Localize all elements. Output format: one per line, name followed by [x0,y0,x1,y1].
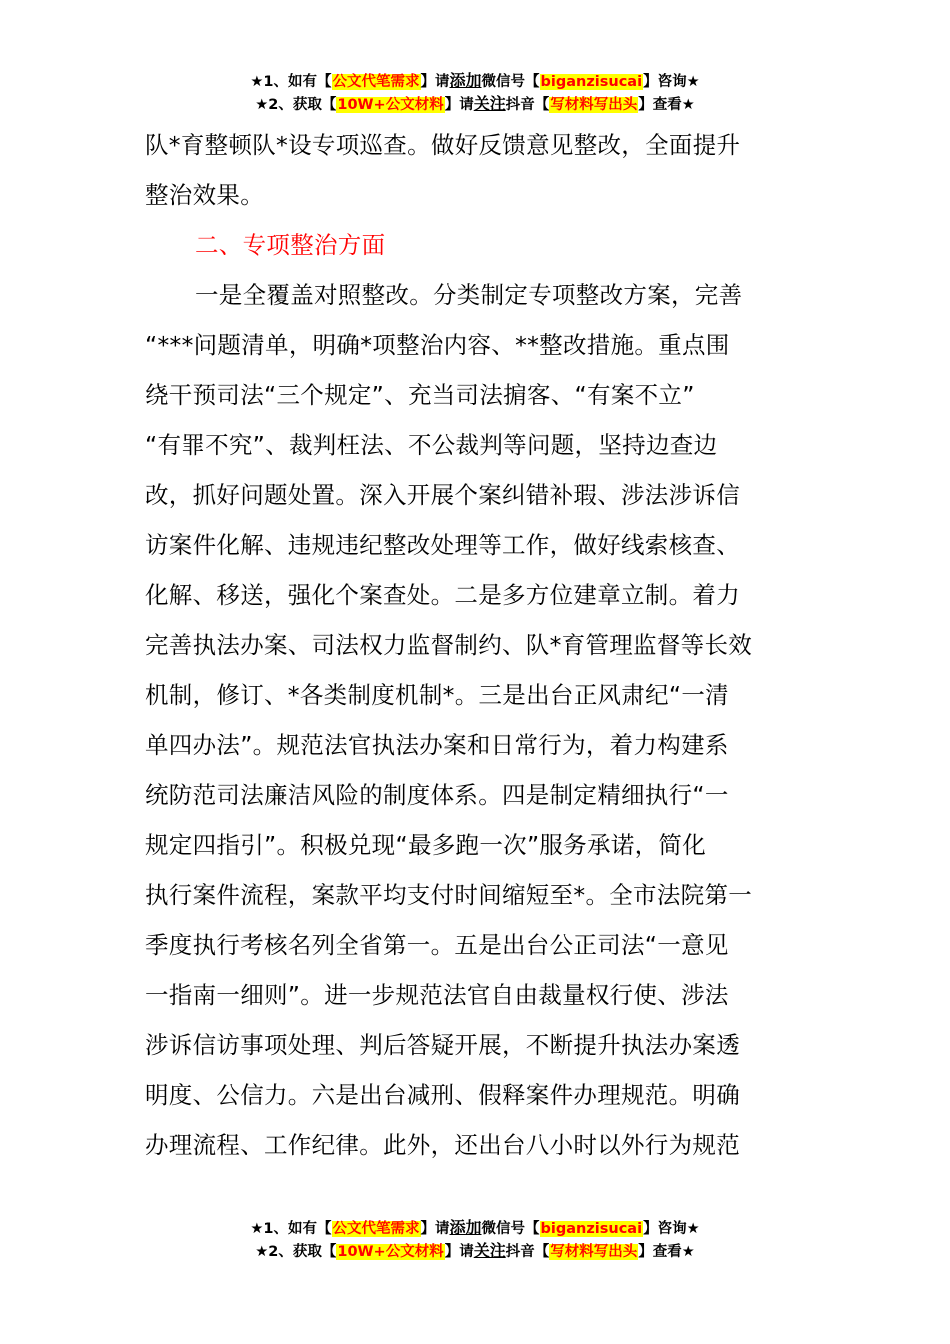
body-line: 机制，修订、*各类制度机制*。三是出台正风肃纪“一清 [145,681,729,709]
body-line: 单四办法”。规范法官执法办案和日常行为，着力构建系 [145,731,729,759]
body-line: 化解、移送，强化个案查处。二是多方位建章立制。着力 [145,581,740,609]
banner-text: 】请 [444,97,474,113]
body-line: 改，抓好问题处置。深入开展个案纠错补瑕、涉法涉诉信 [145,481,740,509]
banner-text: 请 [435,74,450,90]
body-line: 规定四指引”。积极兑现“最多跑一次”服务承诺，简化 [145,831,707,859]
banner-line-1 [0,1217,950,1240]
body-line: 完善执法办案、司法权力监督制约、队*育管理监督等长效 [145,631,753,659]
banner-highlight: 公文代笔需求 [332,1221,420,1237]
banner-emphasis: 添加 [449,71,482,90]
body-line: 整治效果。 [145,181,264,209]
body-line: 明度、公信力。六是出台减刑、假释案件办理规范。明确 [145,1081,740,1109]
body-line: 一指南一细则”。进一步规范法官自由裁量权行使、涉法 [145,981,729,1009]
footer-banner [0,1217,950,1263]
banner-text: ★2、获取【 [255,97,337,113]
body-line: 访案件化解、违规违纪整改处理等工作，做好线索核查、 [145,531,740,559]
banner-text: 抖音【 [505,97,550,113]
section-heading: 二、专项整治方面 [195,231,386,259]
banner-text: 请 [435,1221,450,1237]
body-line: “***问题清单，明确*项整治内容、**整改措施。重点围 [145,331,730,359]
banner-text: 】咨询★ [643,1221,700,1237]
body-line: 执行案件流程，案款平均支付时间缩短至*。全市法院第一 [145,881,753,909]
banner-text: 】请 [444,1244,474,1260]
banner-text: 【 [317,1221,332,1237]
body-line: 一是全覆盖对照整改。分类制定专项整改方案，完善 [195,281,743,309]
body-line: 绕干预司法“三个规定”、充当司法掮客、“有案不立” [145,381,695,409]
body-line: 统防范司法廉洁风险的制度体系。四是制定精细执行“一 [145,781,729,809]
banner-line-2 [0,93,950,116]
banner-text: 微信号【 [481,74,540,90]
banner-highlight: 写材料写出头 [550,1244,638,1260]
banner-text: ★1、如有 [250,74,317,90]
banner-text: 】查看★ [638,97,695,113]
body-line: 季度执行考核名列全省第一。五是出台公正司法“一意见 [145,931,729,959]
banner-text: 】 [420,74,435,90]
body-line: 办理流程、工作纪律。此外，还出台八小时以外行为规范 [145,1131,740,1159]
banner-text: 【 [317,74,332,90]
banner-text: 微信号【 [481,1221,540,1237]
body-line: 队*育整顿队*设专项巡查。做好反馈意见整改，全面提升 [145,131,741,159]
banner-emphasis: 关注 [473,1241,506,1260]
banner-text: ★1、如有 [250,1221,317,1237]
header-banner [0,70,950,116]
banner-highlight: 公文代笔需求 [332,74,420,90]
banner-highlight: 10W+公文材料 [337,1244,444,1260]
banner-highlight: 写材料写出头 [550,97,638,113]
banner-highlight: biganzisucai [540,74,643,90]
banner-text: 抖音【 [505,1244,550,1260]
banner-text: 】 [420,1221,435,1237]
banner-text: ★2、获取【 [255,1244,337,1260]
banner-highlight: 10W+公文材料 [337,97,444,113]
banner-emphasis: 添加 [449,1218,482,1237]
banner-text: 】查看★ [638,1244,695,1260]
banner-highlight: biganzisucai [540,1221,643,1237]
body-line: “有罪不究”、裁判枉法、不公裁判等问题，坚持边查边 [145,431,718,459]
body-line: 涉诉信访事项处理、判后答疑开展，不断提升执法办案透 [145,1031,740,1059]
banner-line-2 [0,1240,950,1263]
banner-text: 】咨询★ [643,74,700,90]
banner-emphasis: 关注 [473,94,506,113]
banner-line-1 [0,70,950,93]
